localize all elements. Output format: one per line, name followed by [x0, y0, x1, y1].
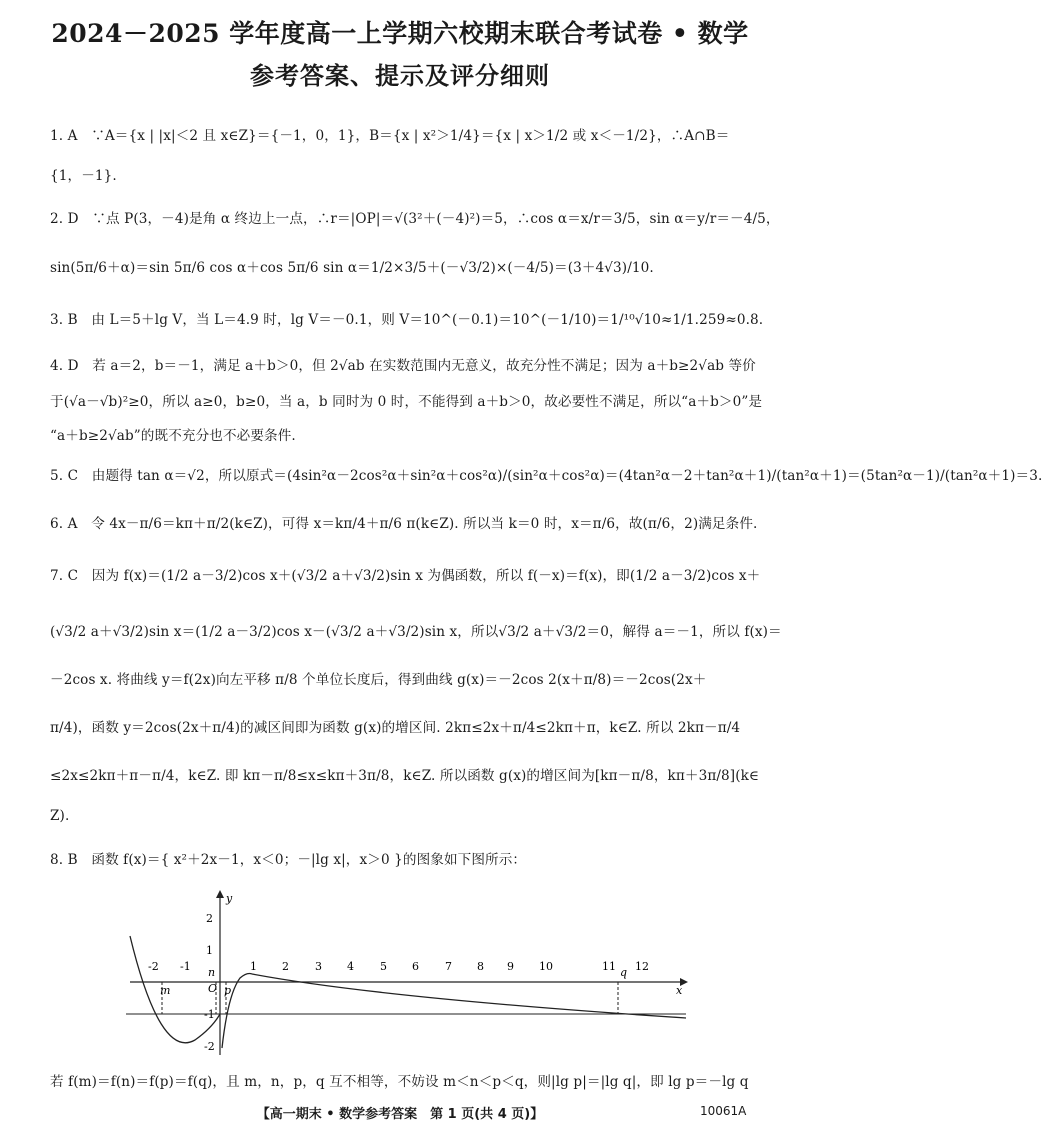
x-tick-label: 7 [445, 960, 452, 973]
x-tick-label: 3 [315, 960, 322, 973]
y-tick-label: -1 [204, 1008, 215, 1021]
page-subtitle: 参考答案、提示及评分细则 [250, 61, 550, 90]
answer-4-line-2: 于(√a－√b)²≥0，所以 a≥0，b≥0，当 a，b 同时为 0 时，不能得到 a＋b＞0，故必要性不满足，所以“a＋b＞0”是 [50, 394, 763, 410]
y-tick-label: 1 [206, 944, 213, 957]
page-footer: 【高一期末 • 数学参考答案 第 1 页(共 4 页)】 [256, 1107, 544, 1122]
answer-2-line-2: sin(5π/6＋α)＝sin 5π/6 cos α＋cos 5π/6 sin α＝1/2×3/5＋(－√3/2)×(－4/5)＝(3＋4√3)/10. [50, 260, 654, 276]
answer-1-line-1: 1. A ∵A＝{x | |x|＜2 且 x∈Z}＝{－1，0，1}，B＝{x | x²＞1/4}＝{x | x＞1/2 或 x＜－1/2}，∴A∩B＝ [50, 128, 730, 144]
x-axis-label: x [676, 984, 683, 997]
answer-7-line-3: －2cos x. 将曲线 y＝f(2x)向左平移 π/8 个单位长度后，得到曲线 g(x)＝－2cos 2(x＋π/8)＝－2cos(2x＋ [50, 672, 707, 688]
x-tick-label: 11 [602, 960, 616, 973]
answer-8-line-1: 8. B 函数 f(x)＝{ x²＋2x－1，x＜0；－|lg x|，x＞0 }的图象如下图所示： [50, 852, 527, 868]
y-tick-label: -2 [204, 1040, 215, 1053]
x-tick-label: -2 [148, 960, 159, 973]
x-tick-label: -1 [180, 960, 191, 973]
point-label-p: p [224, 984, 232, 997]
x-tick-label: 5 [380, 960, 387, 973]
answer-7-line-2: (√3/2 a＋√3/2)sin x＝(1/2 a－3/2)cos x－(√3/2 a＋√3/2)sin x，所以√3/2 a＋√3/2＝0，解得 a＝－1，所以 f(x)＝ [50, 624, 782, 640]
answer-6-line-1: 6. A 令 4x－π/6＝kπ＋π/2(k∈Z)，可得 x＝kπ/4＋π/6 π(k∈Z). 所以当 k＝0 时，x＝π/6，故(π/6，2)满足条件. [50, 516, 758, 532]
page-title: 2024－2025 学年度高一上学期六校期末联合考试卷 • 数学 [51, 19, 749, 48]
x-tick-label: 12 [635, 960, 649, 973]
x-tick-label: 8 [477, 960, 484, 973]
answer-7-line-6: Z). [50, 808, 70, 824]
answer-8-continuation: 若 f(m)＝f(n)＝f(p)＝f(q)，且 m，n，p，q 互不相等，不妨设 m＜n＜p＜q，则|lg p|＝|lg q|，即 lg p＝－lg q [50, 1074, 749, 1090]
x-tick-label: 2 [282, 960, 289, 973]
x-tick-label: 10 [539, 960, 553, 973]
answer-4-line-1: 4. D 若 a＝2，b＝－1，满足 a＋b＞0，但 2√ab 在实数范围内无意义，故充分性不满足；因为 a＋b≥2√ab 等价 [50, 358, 756, 374]
answer-1-line-2: {1，－1}. [50, 168, 117, 184]
y-axis-arrow [216, 890, 224, 898]
origin-label: O [208, 982, 218, 995]
x-tick-label: 1 [250, 960, 257, 973]
y-axis-label: y [226, 892, 233, 905]
y-tick-label: 2 [206, 912, 213, 925]
function-graph [120, 890, 692, 1060]
x-tick-label: 4 [347, 960, 354, 973]
answer-3-line-1: 3. B 由 L＝5＋lg V，当 L＝4.9 时，lg V＝－0.1，则 V＝10^(－0.1)＝10^(－1/10)＝1/¹⁰√10≈1/1.259≈0.8. [50, 312, 764, 328]
answer-5-line-1: 5. C 由题得 tan α＝√2，所以原式＝(4sin²α－2cos²α＋sin²α＋cos²α)/(sin²α＋cos²α)＝(4tan²α－2＋tan²α＋1)/(tan²α＋1)＝(5tan²α－1)/(tan²α＋1)＝3. [50, 468, 1042, 484]
answer-4-line-3: “a＋b≥2√ab”的既不充分也不必要条件. [50, 428, 296, 444]
answer-7-line-1: 7. C 因为 f(x)＝(1/2 a－3/2)cos x＋(√3/2 a＋√3/2)sin x 为偶函数，所以 f(－x)＝f(x)，即(1/2 a－3/2)cos x＋ [50, 568, 761, 584]
point-label-n: n [208, 966, 216, 979]
answer-2-line-1: 2. D ∵点 P(3，－4)是角 α 终边上一点，∴r＝|OP|＝√(3²＋(－4)²)＝5，∴cos α＝x/r＝3/5，sin α＝y/r＝－4/5， [50, 211, 780, 227]
x-tick-label: 9 [507, 960, 514, 973]
document-code: 10061A [700, 1104, 747, 1118]
answer-7-line-4: π/4)，函数 y＝2cos(2x＋π/4)的减区间即为函数 g(x)的增区间. 2kπ≤2x＋π/4≤2kπ＋π，k∈Z. 所以 2kπ－π/4 [50, 720, 741, 736]
log-curve-right [252, 974, 686, 1018]
x-tick-label: 6 [412, 960, 419, 973]
point-label-q: q [620, 966, 628, 979]
point-label-m: m [160, 984, 171, 997]
answer-7-line-5: ≤2x≤2kπ＋π－π/4，k∈Z. 即 kπ－π/8≤x≤kπ＋3π/8，k∈Z. 所以函数 g(x)的增区间为[kπ－π/8，kπ＋3π/8](k∈ [50, 768, 760, 784]
